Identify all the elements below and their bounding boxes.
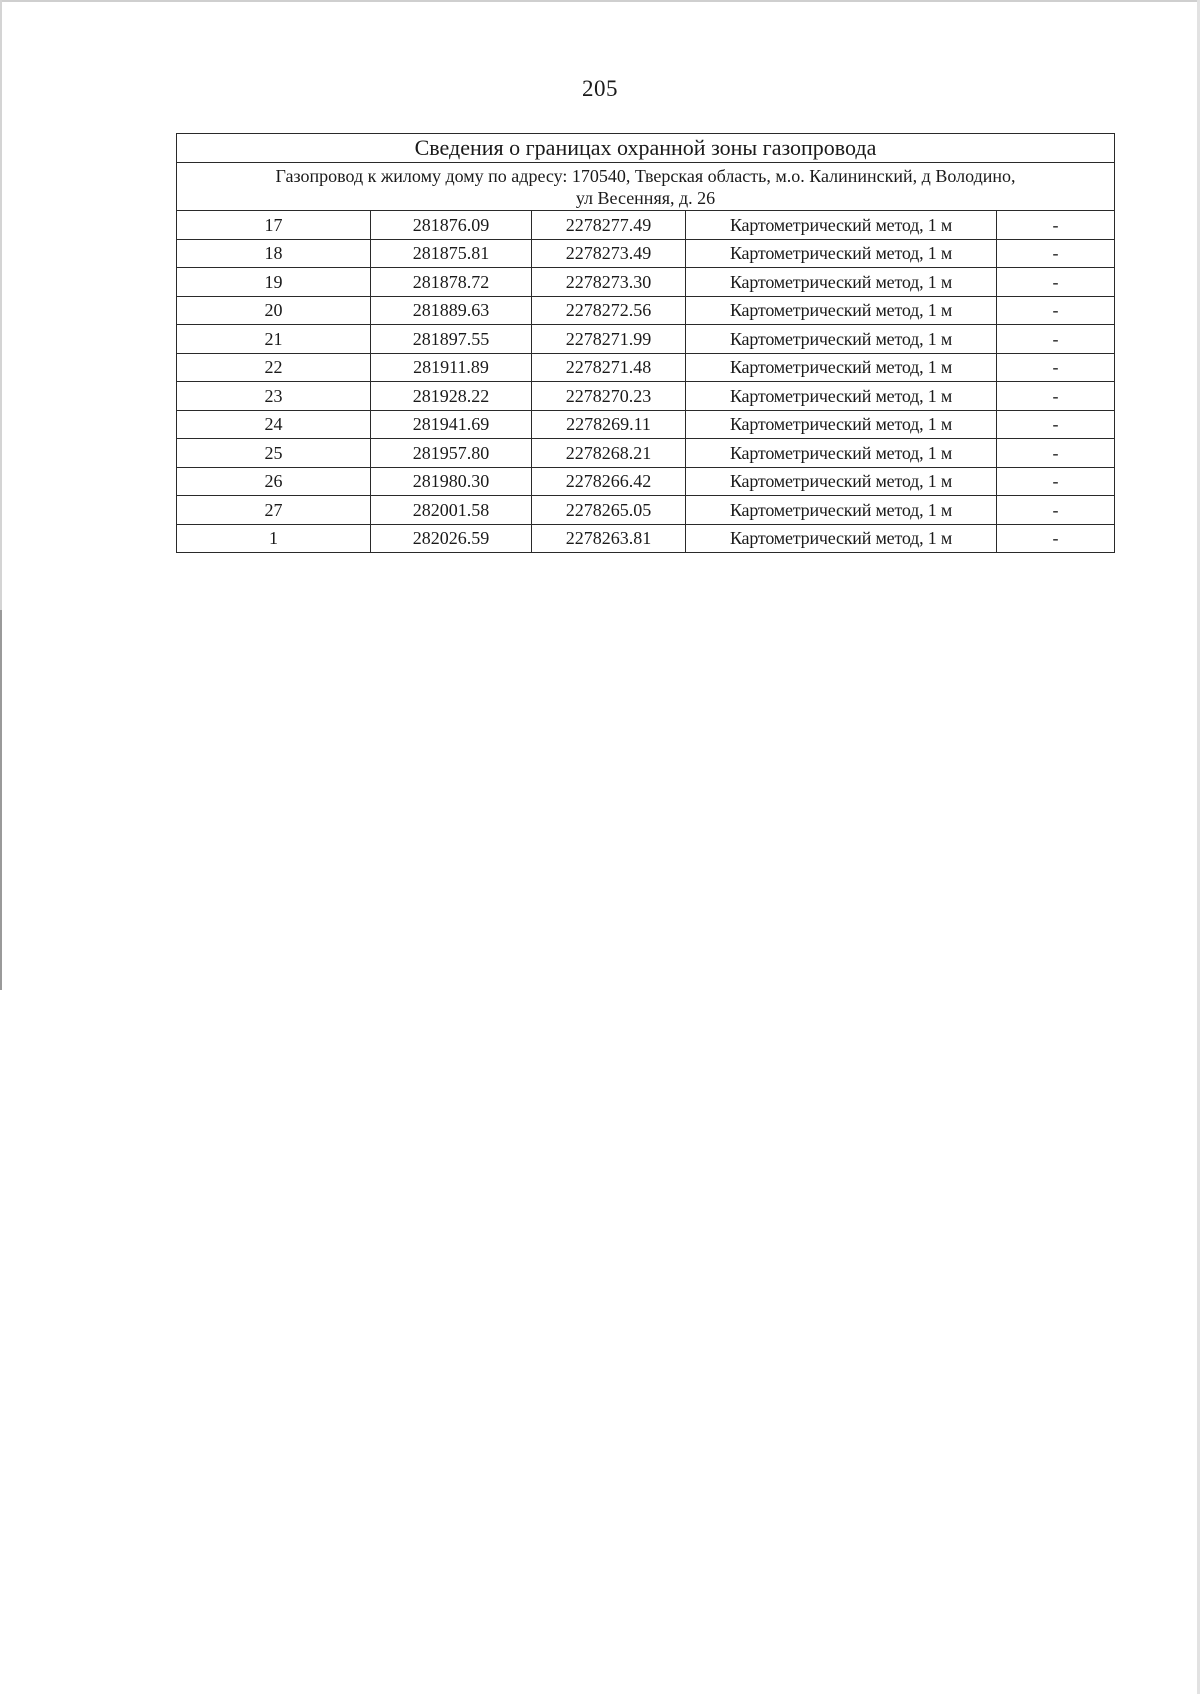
table-row	[177, 439, 1115, 468]
table-row	[177, 239, 1115, 268]
y-coordinate-cell: 2278271.99	[532, 325, 686, 354]
point-number-cell: 23	[177, 382, 371, 411]
note-cell: -	[997, 239, 1115, 268]
table-row	[177, 268, 1115, 297]
point-number-cell: 19	[177, 268, 371, 297]
method-cell: Картометрический метод, 1 м	[686, 239, 997, 268]
table-row	[177, 296, 1115, 325]
method-cell: Картометрический метод, 1 м	[686, 268, 997, 297]
x-coordinate-cell: 282001.58	[371, 496, 532, 525]
y-coordinate-cell: 2278266.42	[532, 467, 686, 496]
point-number-cell: 25	[177, 439, 371, 468]
y-coordinate-cell: 2278263.81	[532, 524, 686, 553]
y-coordinate-cell: 2278271.48	[532, 353, 686, 382]
table-row	[177, 211, 1115, 240]
x-coordinate-cell: 281928.22	[371, 382, 532, 411]
table-body	[177, 134, 1115, 553]
x-coordinate-cell: 281980.30	[371, 467, 532, 496]
note-cell: -	[997, 439, 1115, 468]
x-coordinate-cell: 281878.72	[371, 268, 532, 297]
y-coordinate-cell: 2278265.05	[532, 496, 686, 525]
x-coordinate-cell: 281957.80	[371, 439, 532, 468]
subtitle-line-2: ул Весенняя, д. 26	[575, 187, 716, 208]
note-cell: -	[997, 353, 1115, 382]
y-coordinate-cell: 2278273.30	[532, 268, 686, 297]
method-cell: Картометрический метод, 1 м	[686, 439, 997, 468]
note-cell: -	[997, 524, 1115, 553]
note-cell: -	[997, 467, 1115, 496]
point-number-cell: 18	[177, 239, 371, 268]
scan-edge-top	[0, 0, 1200, 2]
point-number-cell: 22	[177, 353, 371, 382]
note-cell: -	[997, 382, 1115, 411]
x-coordinate-cell: 282026.59	[371, 524, 532, 553]
point-number-cell: 1	[177, 524, 371, 553]
table-row	[177, 325, 1115, 354]
table-row	[177, 353, 1115, 382]
point-number-cell: 24	[177, 410, 371, 439]
table-subtitle-row	[177, 163, 1115, 211]
y-coordinate-cell: 2278268.21	[532, 439, 686, 468]
method-cell: Картометрический метод, 1 м	[686, 496, 997, 525]
y-coordinate-cell: 2278277.49	[532, 211, 686, 240]
table-title-row	[177, 134, 1115, 163]
table-row	[177, 382, 1115, 411]
method-cell: Картометрический метод, 1 м	[686, 467, 997, 496]
note-cell: -	[997, 296, 1115, 325]
note-cell: -	[997, 496, 1115, 525]
method-cell: Картометрический метод, 1 м	[686, 353, 997, 382]
subtitle-line-1: Газопровод к жилому дому по адресу: 170540, Тверская область, м.о. Калининский, д Володино,	[275, 165, 1016, 186]
table-subtitle	[177, 163, 1115, 211]
scan-edge-left-dark	[0, 610, 2, 990]
table-row	[177, 496, 1115, 525]
table-row	[177, 467, 1115, 496]
table-row	[177, 410, 1115, 439]
method-cell: Картометрический метод, 1 м	[686, 524, 997, 553]
note-cell: -	[997, 410, 1115, 439]
y-coordinate-cell: 2278270.23	[532, 382, 686, 411]
x-coordinate-cell: 281941.69	[371, 410, 532, 439]
y-coordinate-cell: 2278273.49	[532, 239, 686, 268]
method-cell: Картометрический метод, 1 м	[686, 325, 997, 354]
method-cell: Картометрический метод, 1 м	[686, 382, 997, 411]
y-coordinate-cell: 2278272.56	[532, 296, 686, 325]
method-cell: Картометрический метод, 1 м	[686, 296, 997, 325]
table-row	[177, 524, 1115, 553]
x-coordinate-cell: 281911.89	[371, 353, 532, 382]
y-coordinate-cell: 2278269.11	[532, 410, 686, 439]
point-number-cell: 26	[177, 467, 371, 496]
note-cell: -	[997, 211, 1115, 240]
point-number-cell: 27	[177, 496, 371, 525]
method-cell: Картометрический метод, 1 м	[686, 211, 997, 240]
x-coordinate-cell: 281889.63	[371, 296, 532, 325]
note-cell: -	[997, 325, 1115, 354]
method-cell: Картометрический метод, 1 м	[686, 410, 997, 439]
x-coordinate-cell: 281897.55	[371, 325, 532, 354]
x-coordinate-cell: 281876.09	[371, 211, 532, 240]
x-coordinate-cell: 281875.81	[371, 239, 532, 268]
boundary-coordinates-table	[176, 133, 1115, 553]
table-title: Сведения о границах охранной зоны газопровода	[177, 134, 1115, 163]
point-number-cell: 21	[177, 325, 371, 354]
page-number: 205	[582, 76, 618, 101]
point-number-cell: 20	[177, 296, 371, 325]
point-number-cell: 17	[177, 211, 371, 240]
note-cell: -	[997, 268, 1115, 297]
